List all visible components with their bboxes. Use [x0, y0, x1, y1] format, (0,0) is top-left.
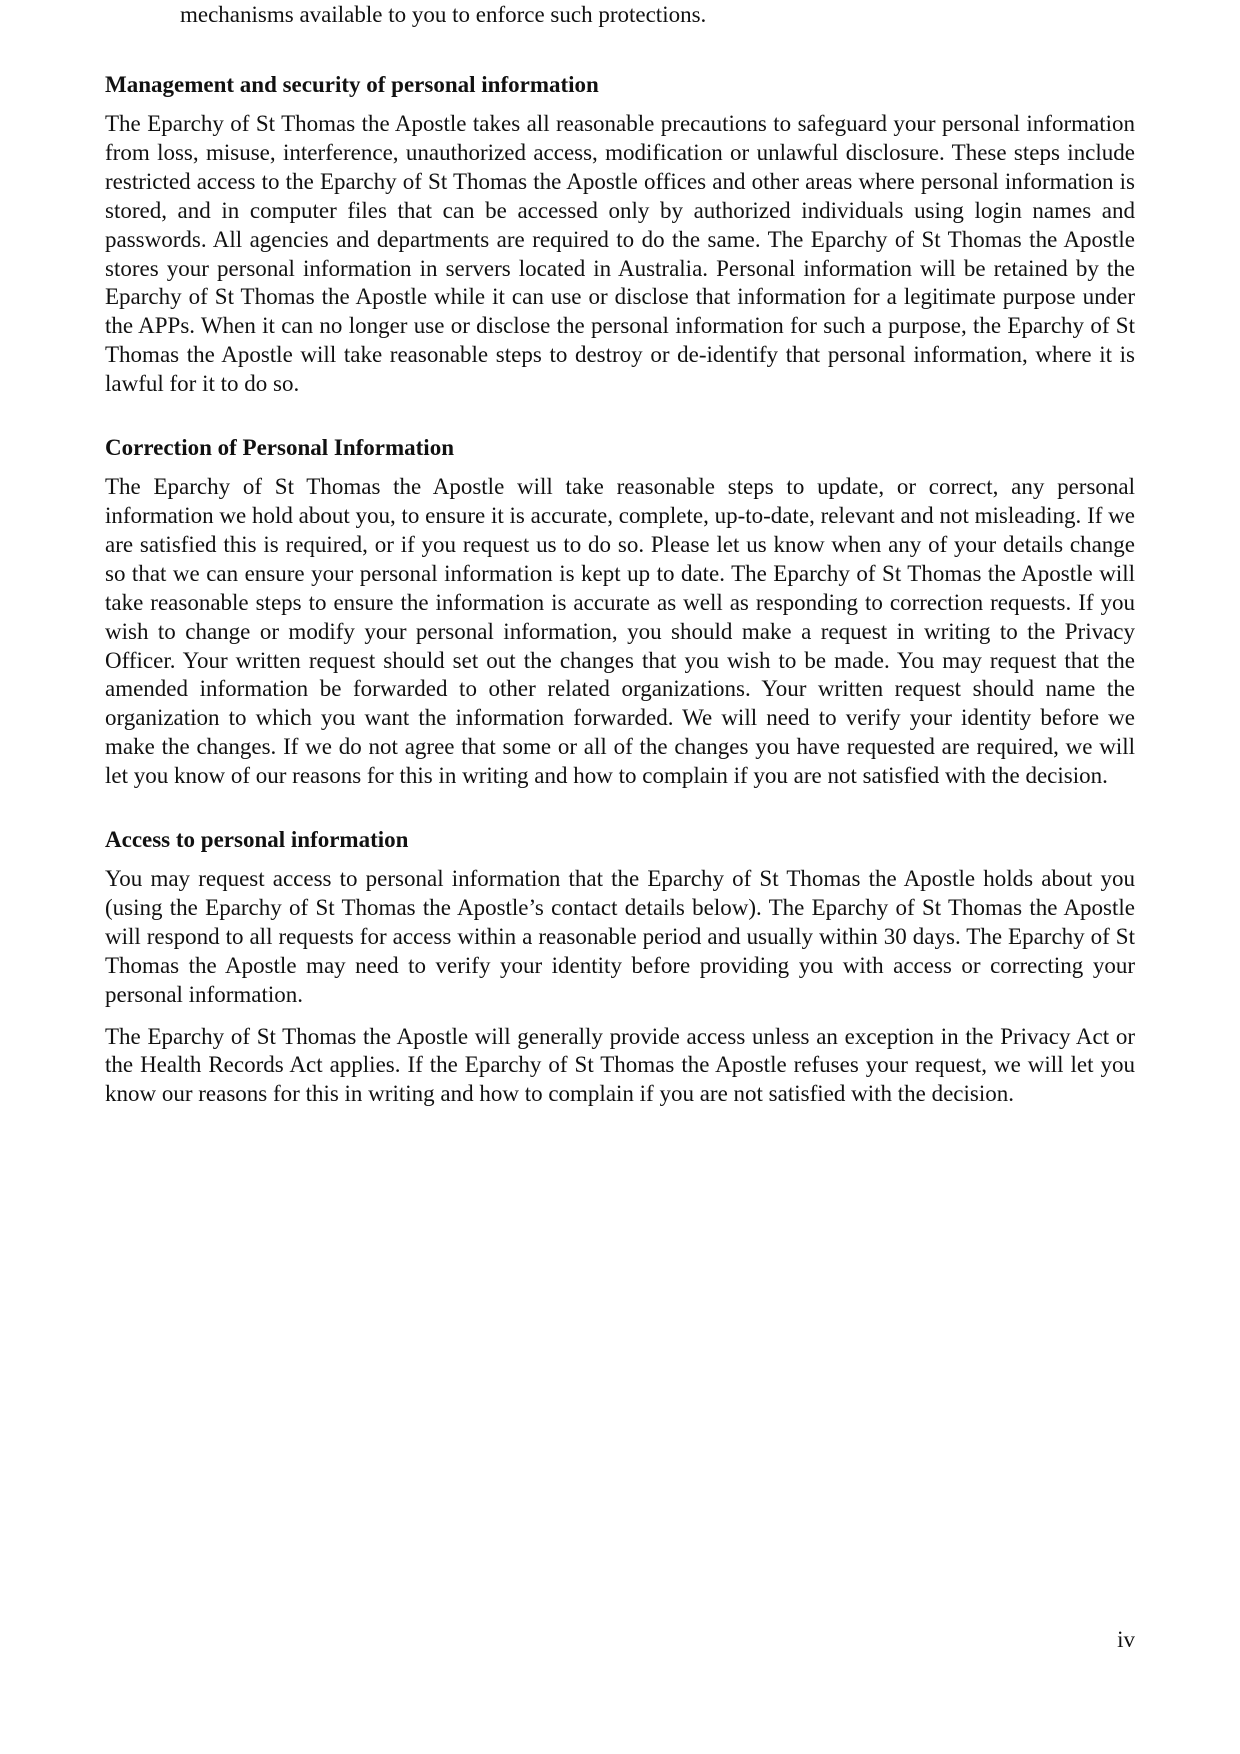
section-paragraph: The Eparchy of St Thomas the Apostle will take reasonable steps to update, or correct, any personal information we hold about you, to ensure it is accurate, complete, up-to-date, relevant and not misleading. If we are satisfied this is required, or if you request us to do so. Please let us know when any of your details change so that we can ensure your personal information is kept up to date. The Eparchy of St Thomas the Apostle will take reasonable steps to ensure the information is accurate as well as responding to correction requests. If you wish to change or modify your personal information, you should make a request in writing to the Privacy Officer. Your written request should set out the changes that you wish to be made. You may request that the amended information be forwarded to other related organizations. Your written request should name the organization to which you want the information forwarded. We will need to verify your identity before we make the changes. If we do not agree that some or all of the changes you have requested are required, we will let you know of our reasons for this in writing and how to complain if you are not satisfied with the decision. [105, 474, 1135, 789]
section-paragraph: The Eparchy of St Thomas the Apostle will generally provide access unless an exception in the Privacy Act or the Health Records Act applies. If the Eparchy of St Thomas the Apostle refuses your request, we will let you know our reasons for this in writing and how to complain if you are not satisfied with the decision. [105, 1023, 1135, 1107]
section-heading: Access to personal information [105, 827, 409, 853]
continued-text-line: mechanisms available to you to enforce such protections. [180, 2, 707, 27]
section-paragraph: The Eparchy of St Thomas the Apostle takes all reasonable precautions to safeguard your personal information from loss, misuse, interference, unauthorized access, modification or unlawful disclosure. These steps include restricted access to the Eparchy of St Thomas the Apostle offices and other areas where personal information is stored, and in computer files that can be accessed only by authorized individuals using login names and passwords. All agencies and departments are required to do the same. The Eparchy of St Thomas the Apostle stores your personal information in servers located in Australia. Personal information will be retained by the Eparchy of St Thomas the Apostle while it can use or disclose that information for a legitimate purpose under the APPs. When it can no longer use or disclose the personal information for such a purpose, the Eparchy of St Thomas the Apostle will take reasonable steps to destroy or de-identify that personal information, where it is lawful for it to do so. [105, 111, 1135, 397]
section-heading: Correction of Personal Information [105, 435, 454, 461]
section-management-security [105, 70, 1135, 399]
section-access [105, 825, 1135, 1109]
section-heading: Management and security of personal information [105, 72, 599, 97]
section-correction [105, 433, 1135, 791]
page-number: iv [1117, 1627, 1135, 1652]
document-body [105, 70, 1135, 1122]
section-paragraph: You may request access to personal information that the Eparchy of St Thomas the Apostle holds about you (using the Eparchy of St Thomas the Apostle’s contact details below). The Eparchy of St Thomas the Apostle will respond to all requests for access within a reasonable period and usually within 30 days. The Eparchy of St Thomas the Apostle may need to verify your identity before providing you with access or correcting your personal information. [105, 866, 1135, 1007]
